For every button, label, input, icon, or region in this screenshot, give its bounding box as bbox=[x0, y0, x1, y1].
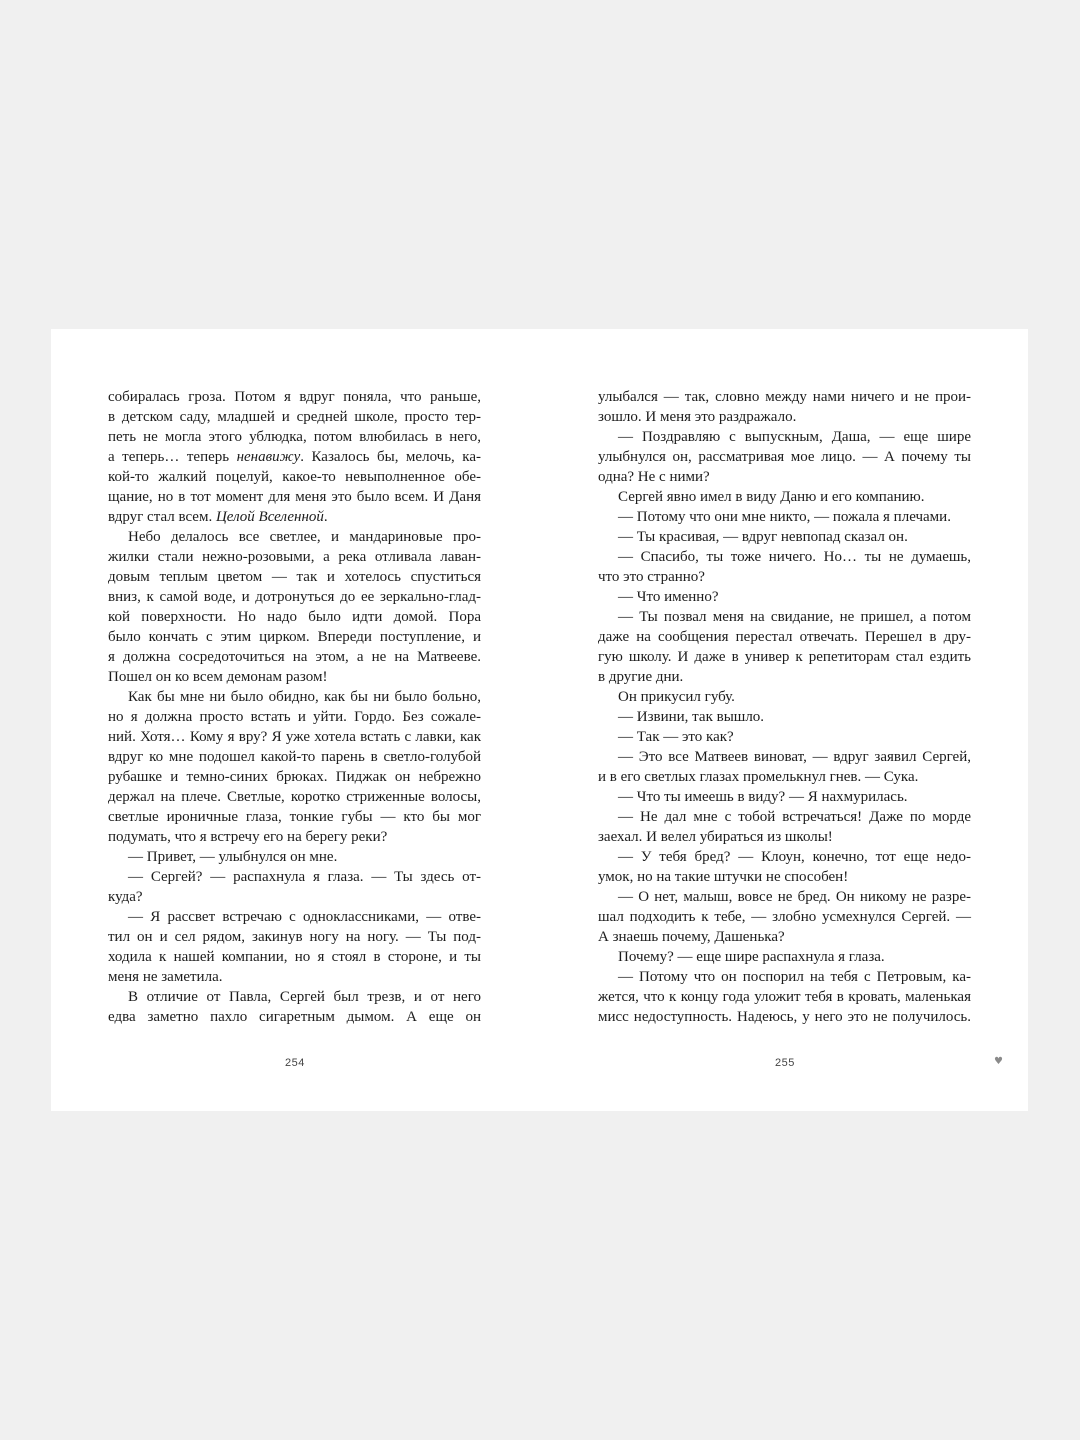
text-line: ходила к нашей компании, но я стоял в стороне, и ты bbox=[108, 949, 481, 965]
italic-emphasis: Целой Вселенной bbox=[215, 509, 324, 525]
italic-emphasis: ненавижу bbox=[236, 449, 301, 465]
text-line: вдруг стал всем. Целой Вселенной. bbox=[108, 509, 328, 525]
page-number-right: 255 bbox=[775, 1057, 795, 1069]
text-line: — Сергей? — распахнула я глаза. — Ты здесь от- bbox=[128, 869, 481, 885]
text-line: — Что именно? bbox=[618, 589, 719, 605]
text-line: подумать, что я встречу его на берегу реки? bbox=[108, 829, 388, 845]
text-line: меня не заметила. bbox=[108, 969, 223, 985]
text-line: было кончать с этим цирком. Впереди поступление, и bbox=[108, 629, 481, 645]
text-line: Сергей явно имел в виду Даню и его компанию. bbox=[618, 489, 925, 505]
text-line: Как бы мне ни было обидно, как бы ни было больно, bbox=[128, 689, 481, 705]
heart-icon: ♥ bbox=[994, 1056, 1003, 1067]
text-line: но я должна просто встать и уйти. Гордо. Без сожале- bbox=[108, 709, 481, 725]
text-line: — О нет, малыш, вовсе не бред. Он никому не разре- bbox=[618, 889, 971, 905]
text-line: — Спасибо, ты тоже ничего. Но… ты не думаешь, bbox=[618, 549, 971, 565]
text-line: Он прикусил губу. bbox=[618, 689, 735, 705]
text-line: Пошел он ко всем демонам разом! bbox=[108, 669, 328, 685]
text-line: куда? bbox=[108, 889, 143, 905]
text-line: улыбнулся он, рассматривая мое лицо. — А почему ты bbox=[598, 449, 971, 465]
text-line: в другие дни. bbox=[598, 669, 684, 685]
text-line: умок, но на такие штучки не способен! bbox=[598, 869, 849, 885]
text-line: — Привет, — улыбнулся он мне. bbox=[128, 849, 338, 865]
text-line: и в его светлых глазах промелькнул гнев. — Сука. bbox=[598, 769, 919, 785]
text-line: светлые ироничные глаза, тонкие губы — кто бы мог bbox=[108, 809, 481, 825]
text-line: держал на плече. Светлые, коротко стриженные волосы, bbox=[108, 789, 481, 805]
text-line: я должна сосредоточиться на этом, а не на Матвееве. bbox=[108, 649, 481, 665]
text-line: — Поздравляю с выпускным, Даша, — еще шире bbox=[618, 429, 971, 445]
text-line: даже на сообщения перестал отвечать. Перешел в дру- bbox=[598, 629, 971, 645]
text-line: ний. Хотя… Кому я вру? Я уже хотела встать с лавки, как bbox=[108, 729, 481, 745]
text-line: — Что ты имеешь в виду? — Я нахмурилась. bbox=[618, 789, 908, 805]
text-line: а теперь… теперь ненавижу. Казалось бы, мелочь, ка- bbox=[108, 449, 482, 465]
right-page bbox=[598, 387, 971, 1027]
book-spread bbox=[51, 329, 1028, 1111]
text-line: — Я рассвет встречаю с одноклассниками, — отве- bbox=[128, 909, 481, 925]
text-line: тил он и сел рядом, закинув ногу на ногу. — Ты под- bbox=[108, 929, 481, 945]
text-line: шал подходить к тебе, — злобно усмехнулся Сергей. — bbox=[598, 909, 971, 925]
text-line: улыбался — так, словно между нами ничего и не прои- bbox=[598, 389, 971, 405]
text-line: В отличие от Павла, Сергей был трезв, и от него bbox=[128, 989, 481, 1005]
text-line: вдруг ко мне подошел какой-то парень в светло-голубой bbox=[108, 749, 481, 765]
text-line: кой-то жалкий поцелуй, какое-то невыполненное обе- bbox=[108, 469, 481, 485]
text-line: заехал. И велел убираться из школы! bbox=[598, 829, 833, 845]
left-page bbox=[108, 387, 481, 1027]
text-line: собиралась гроза. Потом я вдруг поняла, что раньше, bbox=[108, 389, 481, 405]
text-line: что это странно? bbox=[598, 569, 705, 585]
text-line: рубашке и темно-синих брюках. Пиджак он небрежно bbox=[108, 769, 481, 785]
text-line: — Ты красивая, — вдруг невпопад сказал он. bbox=[618, 529, 908, 545]
text-line: Небо делалось все светлее, и мандариновые про- bbox=[128, 529, 481, 545]
text-line: — Так — это как? bbox=[618, 729, 734, 745]
text-line: в детском саду, младшей и средней школе, просто тер- bbox=[108, 409, 481, 425]
text-line: одна? Не с ними? bbox=[598, 469, 710, 485]
text-line: — У тебя бред? — Клоун, конечно, тот еще недо- bbox=[618, 849, 971, 865]
text-line: зошло. И меня это раздражало. bbox=[598, 409, 797, 425]
text-line: — Не дал мне с тобой встречаться! Даже по морде bbox=[618, 809, 971, 825]
text-line: кой поверхности. Но надо было идти домой. Пора bbox=[108, 609, 481, 625]
text-line: петь не могла этого ублюдка, потом влюбилась в него, bbox=[108, 429, 481, 445]
text-line: — Ты позвал меня на свидание, не пришел, а потом bbox=[618, 609, 971, 625]
text-line: Почему? — еще шире распахнула я глаза. bbox=[618, 949, 885, 965]
text-line: щание, но в тот момент для меня это было всем. И Даня bbox=[108, 489, 481, 505]
text-line: едва заметно пахло сигаретным дымом. А еще он bbox=[108, 1009, 481, 1025]
text-line: — Потому что он поспорил на тебя с Петровым, ка- bbox=[618, 969, 971, 985]
text-line: — Потому что они мне никто, — пожала я плечами. bbox=[618, 509, 951, 525]
text-line: — Извини, так вышло. bbox=[618, 709, 765, 725]
text-line: жется, что к концу года уложит тебя в кровать, маленькая bbox=[598, 989, 971, 1005]
text-line: А знаешь почему, Дашенька? bbox=[598, 929, 785, 945]
text-line: мисс недоступность. Надеюсь, у него это не получилось. bbox=[598, 1009, 971, 1025]
text-line: жилки стали нежно-розовыми, а река отливала лаван- bbox=[108, 549, 481, 565]
text-line: гую школу. И даже в универ к репетиторам стал ездить bbox=[598, 649, 971, 665]
text-line: вниз, к самой воде, и дотронуться до ее зеркально-глад- bbox=[108, 589, 481, 605]
page-number-left: 254 bbox=[285, 1057, 305, 1069]
text-line: — Это все Матвеев виноват, — вдруг заявил Сергей, bbox=[618, 749, 971, 765]
text-line: довым теплым цветом — так и хотелось спуститься bbox=[108, 569, 481, 585]
